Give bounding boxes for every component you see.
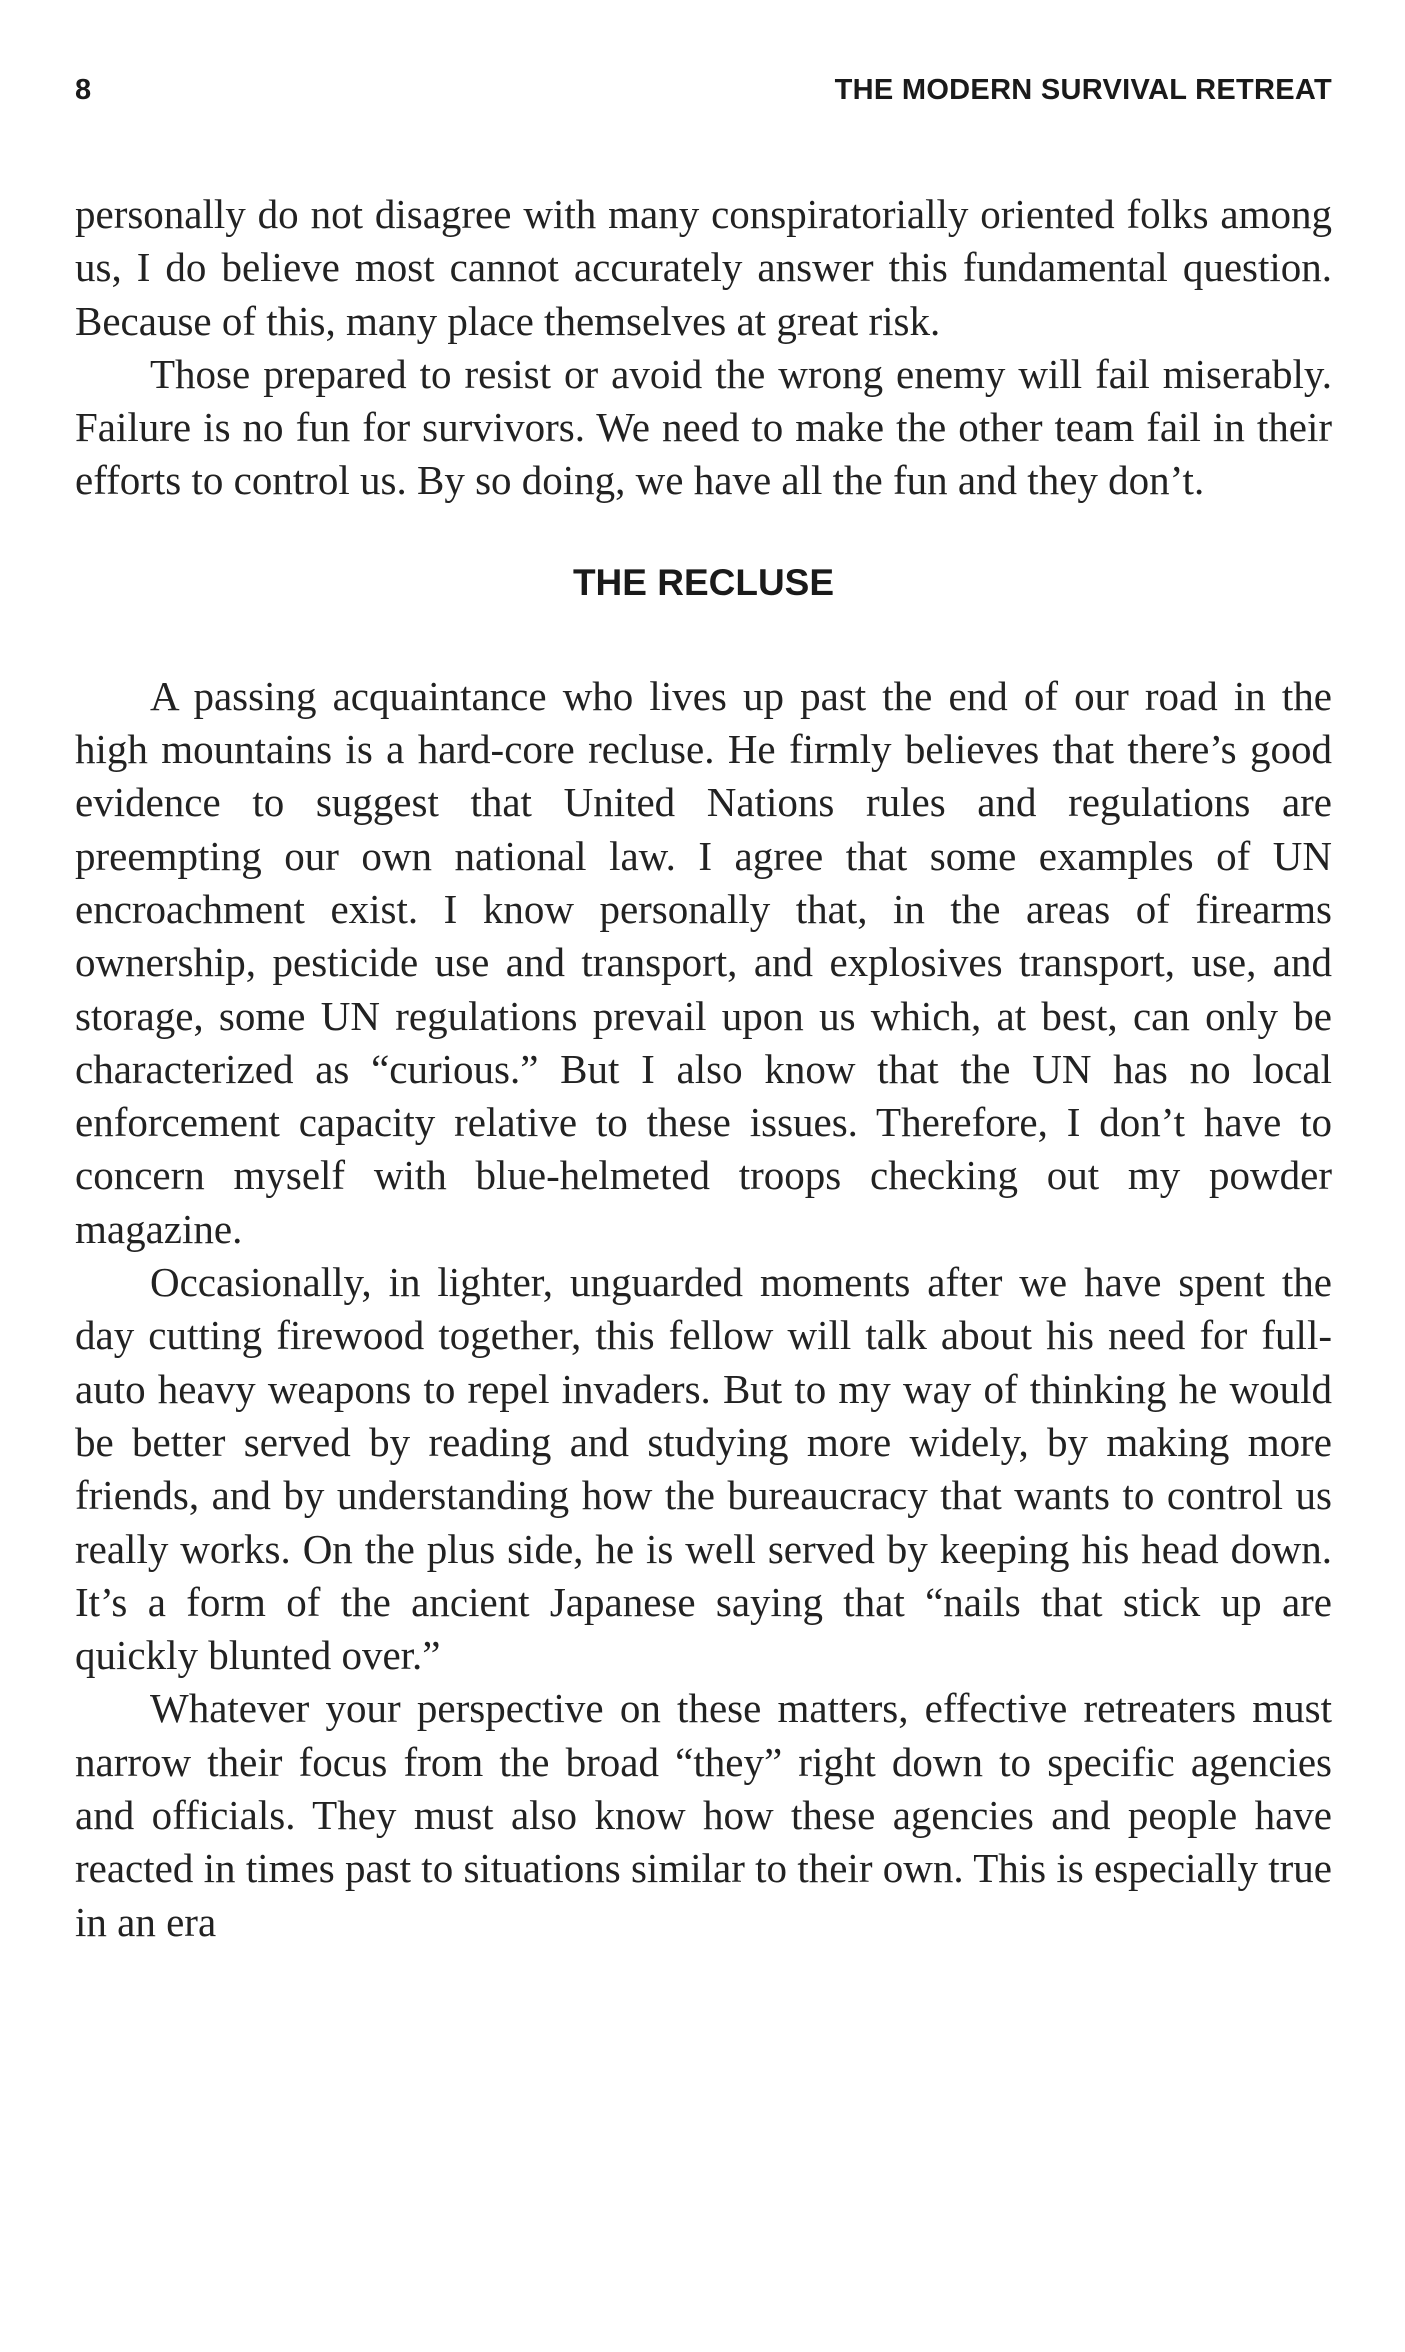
paragraph: Those prepared to resist or avoid the wrong enemy will fail miserably. Failure is no fun for survivors. We need to make the other team fail in their efforts to control us. By so doing, we have all the fun and they don’t. [75,350,1332,504]
page-number: 8 [75,74,92,106]
paragraph: Occasionally, in lighter, unguarded moments after we have spent the day cutting firewood together, this fellow will talk about his need for full-auto heavy weapons to repel invaders. But to my way of thinking he would be better served by reading and studying more widely, by making more friends, and by understanding how the bureaucracy that wants to control us really works. On the plus side, he is well served by keeping his head down. It’s a form of the ancient Japanese saying that “nails that stick up are quickly blunted over.” [75,1259,1332,1679]
paragraph: A passing acquaintance who lives up past the end of our road in the high mountains is a hard-core recluse. He firmly believes that there’s good evidence to suggest that United Nations rules and regulations are preempting our own national law. I agree that some examples of UN encroachment exist. I know personally that, in the areas of firearms ownership, pesticide use and transport, and explosives transport, use, and storage, some UN regulations prevail upon us which, at best, can only be characterized as “curious.” But I also know that the UN has no local enforcement capacity relative to these issues. Therefore, I don’t have to concern myself with blue-helmeted troops checking out my powder magazine. [75,672,1332,1252]
body-text [75,188,1332,1949]
paragraph-continued: personally do not disagree with many conspiratorially oriented folks among us, I do believe most cannot accurately answer this fundamental question. Because of this, many place themselves at great risk. [75,191,1332,344]
book-title: THE MODERN SURVIVAL RETREAT [834,74,1332,106]
running-header [75,70,1332,110]
paragraph: Whatever your perspective on these matters, effective retreaters must narrow their focus from the broad “they” right down to specific agencies and officials. They must also know how these agencies and people have reacted in times past to situations similar to their own. This is especially true in an era [75,1685,1332,1945]
section-heading: THE RECLUSE [572,561,835,603]
